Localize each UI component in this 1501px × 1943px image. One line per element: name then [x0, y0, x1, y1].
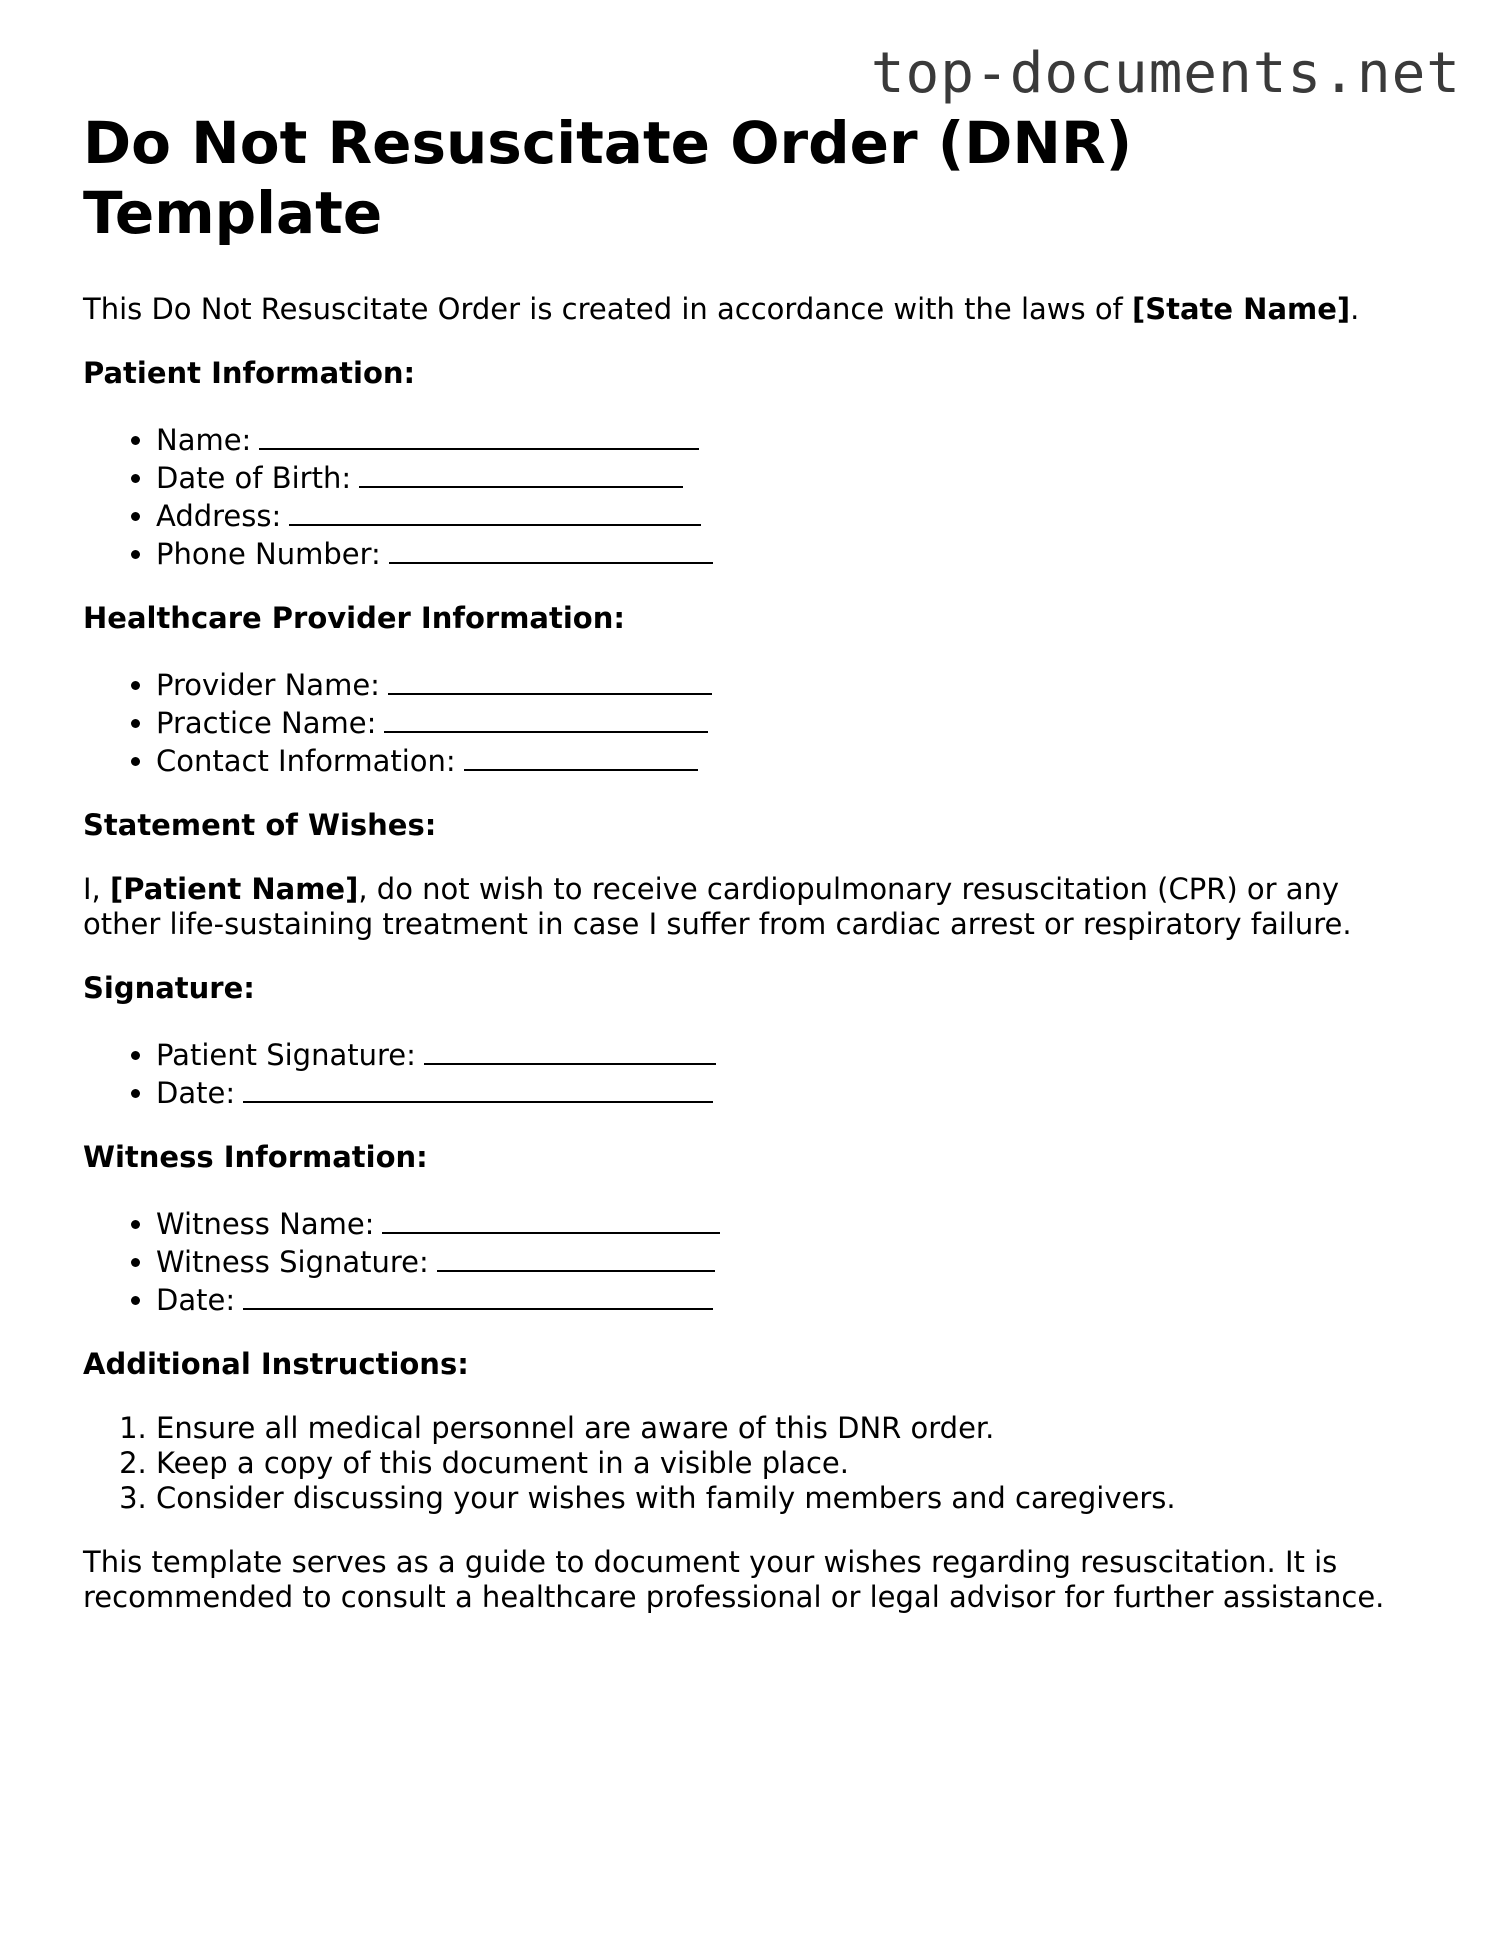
signature-heading: Signature:: [83, 971, 255, 1005]
provider-info-heading: Healthcare Provider Information:: [83, 601, 625, 635]
blank-line[interactable]: [424, 1035, 716, 1065]
field-label: Witness Name:: [156, 1207, 375, 1241]
patient-address-field: [156, 496, 1423, 534]
field-label: Patient Signature:: [156, 1038, 416, 1072]
field-label: Contact Information:: [156, 744, 456, 778]
patient-name-placeholder: [Patient Name]: [110, 872, 359, 906]
instruction-item: 1. Ensure all medical personnel are aware of this DNR order.: [156, 1411, 1423, 1446]
blank-line[interactable]: [359, 458, 683, 488]
signature-list: [83, 1035, 1423, 1111]
blank-line[interactable]: [437, 1242, 715, 1272]
witness-signature-field: [156, 1242, 1423, 1280]
patient-phone-field: [156, 534, 1423, 572]
blank-line[interactable]: [388, 665, 712, 695]
witness-date-field: [156, 1280, 1423, 1318]
patient-name-field: [156, 420, 1423, 458]
field-label: Date:: [156, 1283, 236, 1317]
state-name-placeholder: [State Name]: [1131, 292, 1351, 326]
field-label: Date:: [156, 1076, 236, 1110]
patient-info-heading: Patient Information:: [83, 356, 416, 390]
blank-line[interactable]: [389, 534, 713, 564]
field-label: Practice Name:: [156, 706, 377, 740]
provider-name-field: [156, 665, 1423, 703]
blank-line[interactable]: [259, 420, 699, 450]
field-label: Date of Birth:: [156, 461, 352, 495]
field-label: Witness Signature:: [156, 1245, 429, 1279]
instructions-list: [83, 1411, 1423, 1516]
patient-dob-field: [156, 458, 1423, 496]
wishes-heading: Statement of Wishes:: [83, 808, 437, 842]
intro-paragraph: [83, 292, 1423, 327]
field-label: Name:: [156, 423, 252, 457]
provider-info-list: [83, 665, 1423, 779]
blank-line[interactable]: [382, 1204, 720, 1234]
instructions-heading: Additional Instructions:: [83, 1347, 469, 1381]
blank-line[interactable]: [464, 741, 698, 771]
closing-paragraph: This template serves as a guide to document your wishes regarding resuscitation. It is recommended to consult a healthcare professional or legal advisor for further assistance.: [83, 1545, 1385, 1614]
blank-line[interactable]: [289, 496, 701, 526]
watermark: top-documents.net: [870, 41, 1461, 106]
field-label: Phone Number:: [156, 537, 381, 571]
wishes-paragraph: [83, 872, 1423, 942]
practice-name-field: [156, 703, 1423, 741]
blank-line[interactable]: [243, 1073, 713, 1103]
field-label: Address:: [156, 499, 282, 533]
wishes-text: , do not wish to receive cardiopulmonary resuscitation (CPR) or any other life-sustaining treatment in case I suffer from cardiac arrest or respiratory failure.: [83, 872, 1352, 941]
signature-date-field: [156, 1073, 1423, 1111]
patient-info-list: [83, 420, 1423, 572]
witness-name-field: [156, 1204, 1423, 1242]
witness-list: [83, 1204, 1423, 1318]
intro-end: .: [1350, 292, 1360, 326]
blank-line[interactable]: [384, 703, 708, 733]
document-page: [83, 108, 1423, 1644]
witness-heading: Witness Information:: [83, 1140, 428, 1174]
instruction-item: 3. Consider discussing your wishes with family members and caregivers.: [156, 1481, 1423, 1516]
field-label: Provider Name:: [156, 668, 380, 702]
wishes-start: I,: [83, 872, 110, 906]
page-title: Do Not Resuscitate Order (DNR) Template: [83, 109, 1133, 247]
patient-signature-field: [156, 1035, 1423, 1073]
blank-line[interactable]: [243, 1280, 713, 1310]
contact-info-field: [156, 741, 1423, 779]
instruction-item: 2. Keep a copy of this document in a visible place.: [156, 1446, 1423, 1481]
intro-text: This Do Not Resuscitate Order is created in accordance with the laws of: [83, 292, 1132, 326]
